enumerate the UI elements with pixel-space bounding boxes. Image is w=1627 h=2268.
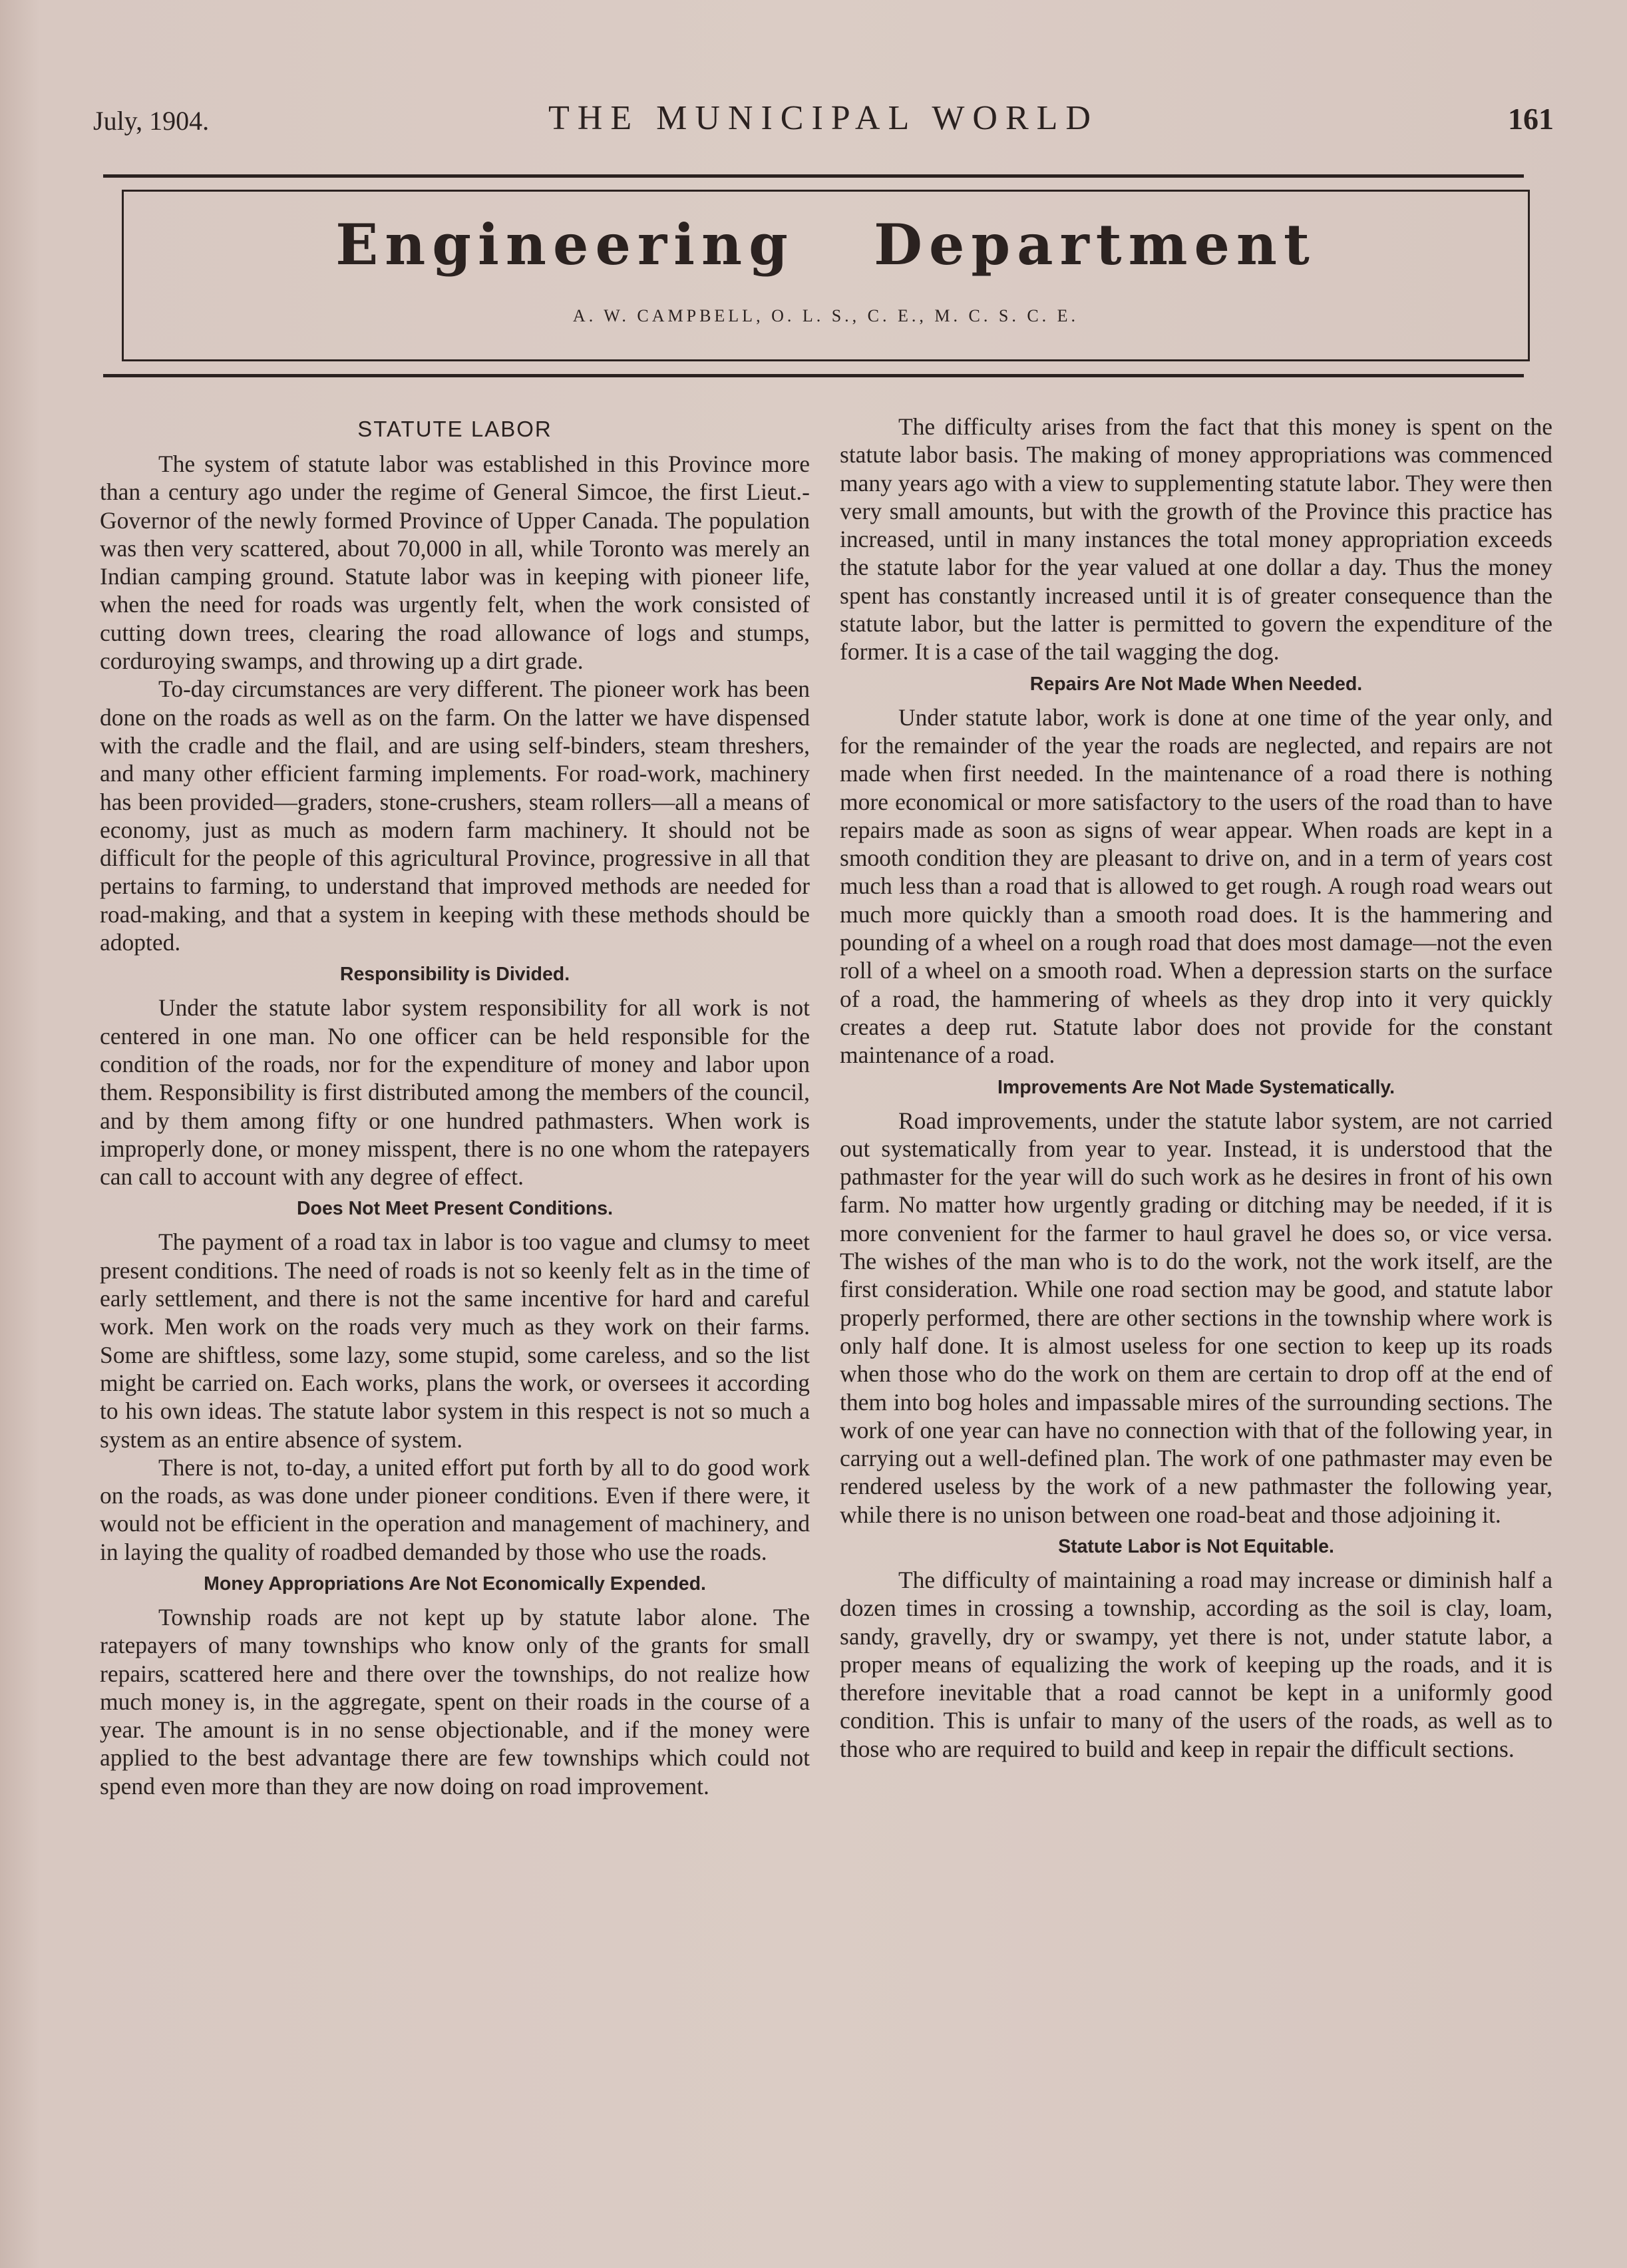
section-heading: Repairs Are Not Made When Needed.	[1029, 673, 1363, 695]
section-heading: Responsibility is Divided.	[339, 964, 570, 986]
left-column	[100, 413, 810, 1800]
section-heading: Does Not Meet Present Conditions.	[296, 1198, 614, 1220]
paragraph: To-day circumstances are very different. The pioneer work has been done on the roads as well as on the farm. On the latter we have dispensed with the cradle and the flail, and are using self-binders, steam threshers, and many other efficient farming implements. For road-work, machinery has been provided—graders, stone-crushers, steam rollers—all a means of economy, just as much as modern farm machinery. It should not be difficult for the people of this agricultural Province, progressive in all that pertains to farming, to understand that improved methods are needed for road-making, and that a system in keeping with these methods should be adopted.	[100, 675, 810, 956]
paragraph: Township roads are not kept up by statute labor alone. The ratepayers of many townships who know only of the grants for small repairs, scattered here and there over the townships, do not realize how much money is, in the aggregate, spent on their roads in the course of a year. The amount is in no sense objectionable, and if the money were applied to the best advantage there are few townships which could not spend even more than they are now doing on road improvement.	[100, 1603, 810, 1799]
paragraph: Road improvements, under the statute labor system, are not carried out systematically from year to year. Instead, it is understood that the pathmaster for the year will do such work as he desires in front of his own farm. No matter how urgently grading or ditching may be needed, if it is more convenient for the farmer to haul gravel he does so, or vice versa. The wishes of the man who is to do the work, not the work itself, are the first consideration. While one road section may be good, and statute labor properly performed, there are other sections in the township where work is only half done. It is almost useless for one section to keep up its roads when those who do the work on them are certain to drop off at the end of them into bog holes and impassable mires of the surrounding sections. The work of one year can have no connection with that of the following year, in carrying out a well-defined plan. The work of one pathmaster may even be rendered useless by the work of a new pathmaster the following year, while there is no unison between one road-beat and those adjoining it.	[840, 1107, 1552, 1528]
journal-title: THE MUNICIPAL WORLD	[548, 99, 1099, 137]
section-heading: Statute Labor is Not Equitable.	[1058, 1535, 1334, 1557]
paragraph: Under statute labor, work is done at one time of the year only, and for the remainder of the year the roads are neglected, and repairs are not made when first needed. In the maintenance of a road there is nothing more economical or more satisfactory to the users of the road than to have repairs made as soon as signs of wear appear. When roads are kept in a smooth condition they are pleasant to drive on, and in a term of years cost much less than a road that is allowed to get rough. A rough road wears out much more quickly than a smooth road does. It is the hammering and pounding of a wheel on a rough road that does most damage—not the even roll of a wheel on a smooth road. When a depression starts on the surface of a road, the hammering of wheels as they drop into it very quickly creates a deep rut. Statute labor does not provide for the constant maintenance of a road.	[840, 703, 1552, 1069]
paragraph: The difficulty of maintaining a road may increase or diminish half a dozen times in crossing a township, according as the soil is clay, loam, sandy, gravelly, dry or swampy, yet there is not, under statute labor, a proper means of equalizing the work of keeping up the roads, and it is therefore inevitable that a road cannot be kept in a uniformly good condition. This is unfair to many of the users of the roads, as well as to those who are required to build and keep in repair the difficult sections.	[840, 1566, 1552, 1762]
page-number: 161	[1508, 102, 1554, 136]
right-column	[840, 413, 1552, 1763]
paragraph: The difficulty arises from the fact that this money is spent on the statute labor basis. The making of money appropriations was commenced many years ago with a view to supplementing statute labor. They were then very small amounts, but with the growth of the Province this practice has increased, until in many instances the total money appropriation exceeds the statute labor for the year valued at one dollar a day. Thus the money spent has constantly increased until it is of greater consequence than the statute labor, but the latter is permitted to govern the expenditure of the former. It is a case of the tail wagging the dog.	[840, 413, 1552, 665]
section-heading: Improvements Are Not Made Systematically.	[997, 1076, 1395, 1098]
running-head	[93, 93, 1554, 140]
issue-date: July, 1904.	[93, 106, 210, 136]
article-title: STATUTE LABOR	[357, 417, 552, 441]
department-title: Engineering Department	[335, 212, 1316, 278]
author-line: A. W. CAMPBELL, O. L. S., C. E., M. C. S. C. E.	[572, 306, 1079, 325]
paragraph: The system of statute labor was established in this Province more than a century ago under the regime of General Simcoe, the first Lieut.-Governor of the newly formed Province of Upper Canada. The population was then very scattered, about 70,000 in all, while Toronto was merely an Indian camping ground. Statute labor was in keeping with pioneer life, when the need for roads was urgently felt, when the work consisted of cutting down trees, clearing the road allowance of logs and stumps, corduroying swamps, and throwing up a dirt grade.	[100, 451, 810, 675]
paragraph: Under the statute labor system responsibility for all work is not centered in one man. No one officer can be held responsible for the condition of the roads, nor for the expenditure of money and labor upon them. Responsibility is first distributed among the members of the council, and by them among fifty or one hundred pathmasters. When work is improperly done, or money misspent, there is no one whom the ratepayers can call to account with any degree of effect.	[100, 994, 810, 1191]
paragraph: The payment of a road tax in labor is too vague and clumsy to meet present conditions. The need of roads is not so keenly felt as in the time of early settlement, and there is not the same incentive for hard and careful work. Men work on the roads very much as they work on their farms. Some are shiftless, some lazy, some stupid, some careless, and so the list might be carried on. Each works, plans the work, or oversees it according to his own ideas. The statute labor system in this respect is not so much a system as an entire absence of system.	[100, 1228, 810, 1453]
paragraph: There is not, to-day, a united effort put forth by all to do good work on the roads, as was done under pioneer conditions. Even if there were, it would not be efficient in the operation and management of machinery, and in laying the quality of roadbed demanded by those who use the roads.	[100, 1453, 810, 1565]
section-heading: Money Appropriations Are Not Economically Expended.	[204, 1573, 706, 1595]
